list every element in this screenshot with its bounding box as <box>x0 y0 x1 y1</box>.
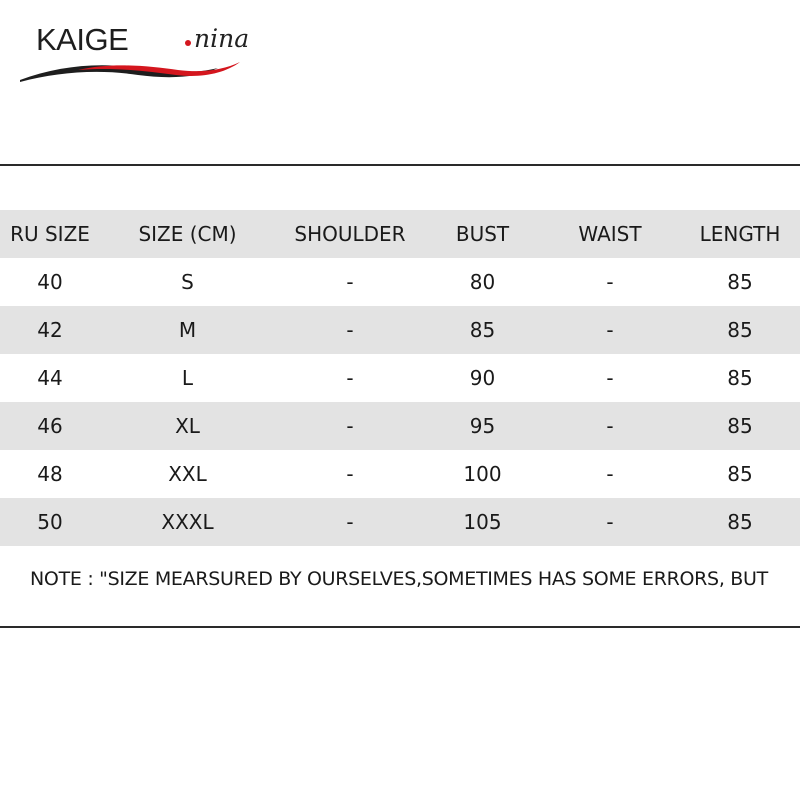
cell-ru-size: 40 <box>37 270 63 294</box>
cell-bust: 100 <box>463 462 502 486</box>
cell-shoulder: - <box>346 462 354 486</box>
cell-waist: - <box>606 510 614 534</box>
cell-shoulder: - <box>346 414 354 438</box>
cell-bust: 85 <box>469 318 496 342</box>
header-bust: BUST <box>455 222 510 246</box>
cell-length: 85 <box>727 462 753 486</box>
cell-ru-size: 44 <box>37 366 63 390</box>
cell-waist: - <box>606 414 614 438</box>
brand-script-name: nina <box>194 24 250 53</box>
size-table <box>0 210 800 546</box>
table-row <box>0 354 800 402</box>
header-shoulder: SHOULDER <box>294 222 406 246</box>
cell-waist: - <box>606 462 614 486</box>
cell-bust: 90 <box>469 366 496 390</box>
table-row <box>0 498 800 546</box>
cell-length: 85 <box>727 318 753 342</box>
header-ru-size: RU SIZE <box>10 222 90 246</box>
brand-swoosh-icon <box>18 48 258 88</box>
cell-ru-size: 46 <box>37 414 63 438</box>
cell-waist: - <box>606 318 614 342</box>
header-length: LENGTH <box>699 222 781 246</box>
cell-bust: 105 <box>463 510 502 534</box>
cell-shoulder: - <box>346 510 354 534</box>
cell-bust: 80 <box>469 270 496 294</box>
table-row <box>0 258 800 306</box>
cell-waist: - <box>606 366 614 390</box>
brand-logo <box>18 18 258 78</box>
brand-name: KAIGE <box>36 22 129 57</box>
cell-shoulder: - <box>346 270 354 294</box>
cell-bust: 95 <box>469 414 496 438</box>
table-row <box>0 450 800 498</box>
table-header-row <box>0 210 800 258</box>
cell-size: M <box>178 318 197 342</box>
cell-size: XXXL <box>161 510 214 534</box>
cell-ru-size: 48 <box>37 462 63 486</box>
table-row <box>0 402 800 450</box>
table-row <box>0 306 800 354</box>
cell-length: 85 <box>727 270 753 294</box>
header-size-cm: SIZE (CM) <box>138 222 237 246</box>
size-note: NOTE : "SIZE MEARSURED BY OURSELVES,SOMETIMES HAS SOME ERRORS, BUT <box>30 568 768 590</box>
cell-length: 85 <box>727 414 753 438</box>
cell-waist: - <box>606 270 614 294</box>
cell-size: XL <box>175 414 200 438</box>
header-waist: WAIST <box>578 222 642 246</box>
brand-dot <box>185 40 191 46</box>
cell-length: 85 <box>727 366 753 390</box>
cell-size: XXL <box>168 462 207 486</box>
cell-size: L <box>181 366 194 390</box>
size-chart-block <box>0 164 800 628</box>
cell-shoulder: - <box>346 366 354 390</box>
cell-shoulder: - <box>346 318 354 342</box>
cell-ru-size: 42 <box>37 318 63 342</box>
cell-size: S <box>181 270 194 294</box>
cell-length: 85 <box>727 510 753 534</box>
cell-ru-size: 50 <box>37 510 63 534</box>
